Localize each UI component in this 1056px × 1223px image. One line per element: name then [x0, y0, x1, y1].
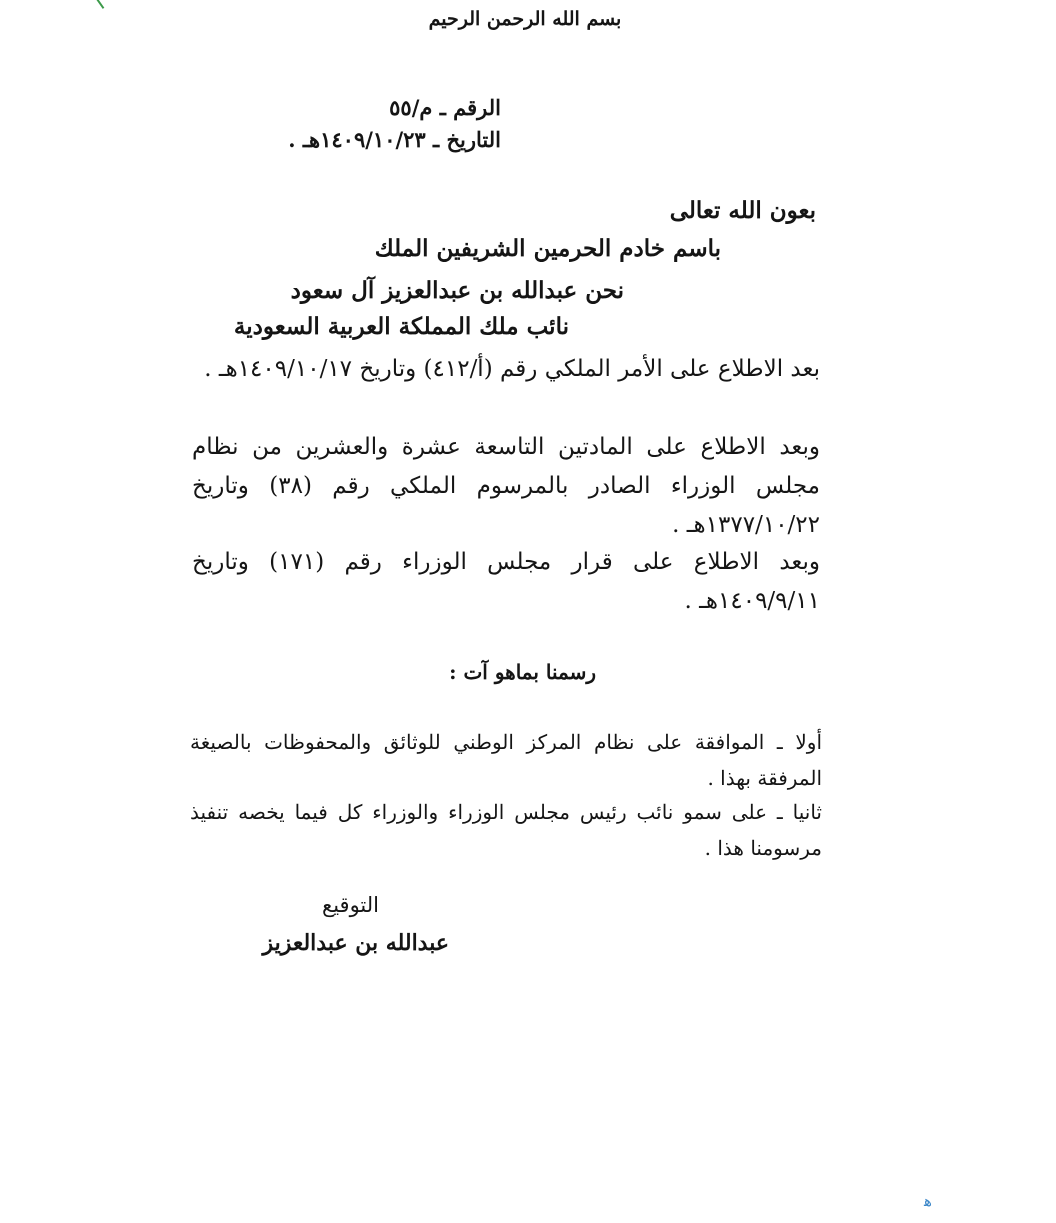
basmala-header: بسم الله الرحمن الرحيم: [428, 8, 622, 30]
preamble-paragraph-2: وبعد الاطلاع على المادتين التاسعة عشرة والعشرين من نظام مجلس الوزراء الصادر بالمرسوم الملكي رقم (٣٨) وتاريخ ١٣٧٧/١٠/٢٢هـ .: [192, 434, 821, 538]
decree-phrase: رسمنا بماهو آت :: [449, 660, 596, 684]
heading-invocation: بعون الله تعالى: [669, 197, 816, 224]
page-mark: ﻫ: [924, 1192, 932, 1210]
signature-label: التوقيع: [322, 893, 379, 917]
reference-block: [288, 92, 501, 156]
heading-custodian: باسم خادم الحرمين الشريفين الملك: [374, 235, 721, 262]
decree-item-first: أولا ـ الموافقة على نظام المركز الوطني للوثائق والمحفوظات بالصيغة المرفقة بهذا .: [190, 730, 822, 790]
heading-issuer: نحن عبدالله بن عبدالعزيز آل سعود: [290, 277, 624, 304]
reference-number: الرقم ـ م/٥٥: [389, 95, 501, 120]
reference-date: التاريخ ـ ١٤٠٩/١٠/٢٣هـ .: [288, 127, 501, 152]
heading-title: نائب ملك المملكة العربية السعودية: [233, 313, 569, 340]
preamble-paragraph-1: بعد الاطلاع على الأمر الملكي رقم (أ/٤١٢) وتاريخ ١٤٠٩/١٠/١٧هـ .: [204, 356, 820, 382]
corner-tick-mark: [96, 0, 114, 9]
decree-item-second: ثانيا ـ على سمو نائب رئيس مجلس الوزراء والوزراء كل فيما يخصه تنفيذ مرسومنا هذا .: [190, 800, 822, 860]
preamble-paragraph-3: وبعد الاطلاع على قرار مجلس الوزراء رقم (١٧١) وتاريخ ١٤٠٩/٩/١١هـ .: [192, 549, 821, 614]
signature-name: عبدالله بن عبدالعزيز: [262, 930, 449, 956]
